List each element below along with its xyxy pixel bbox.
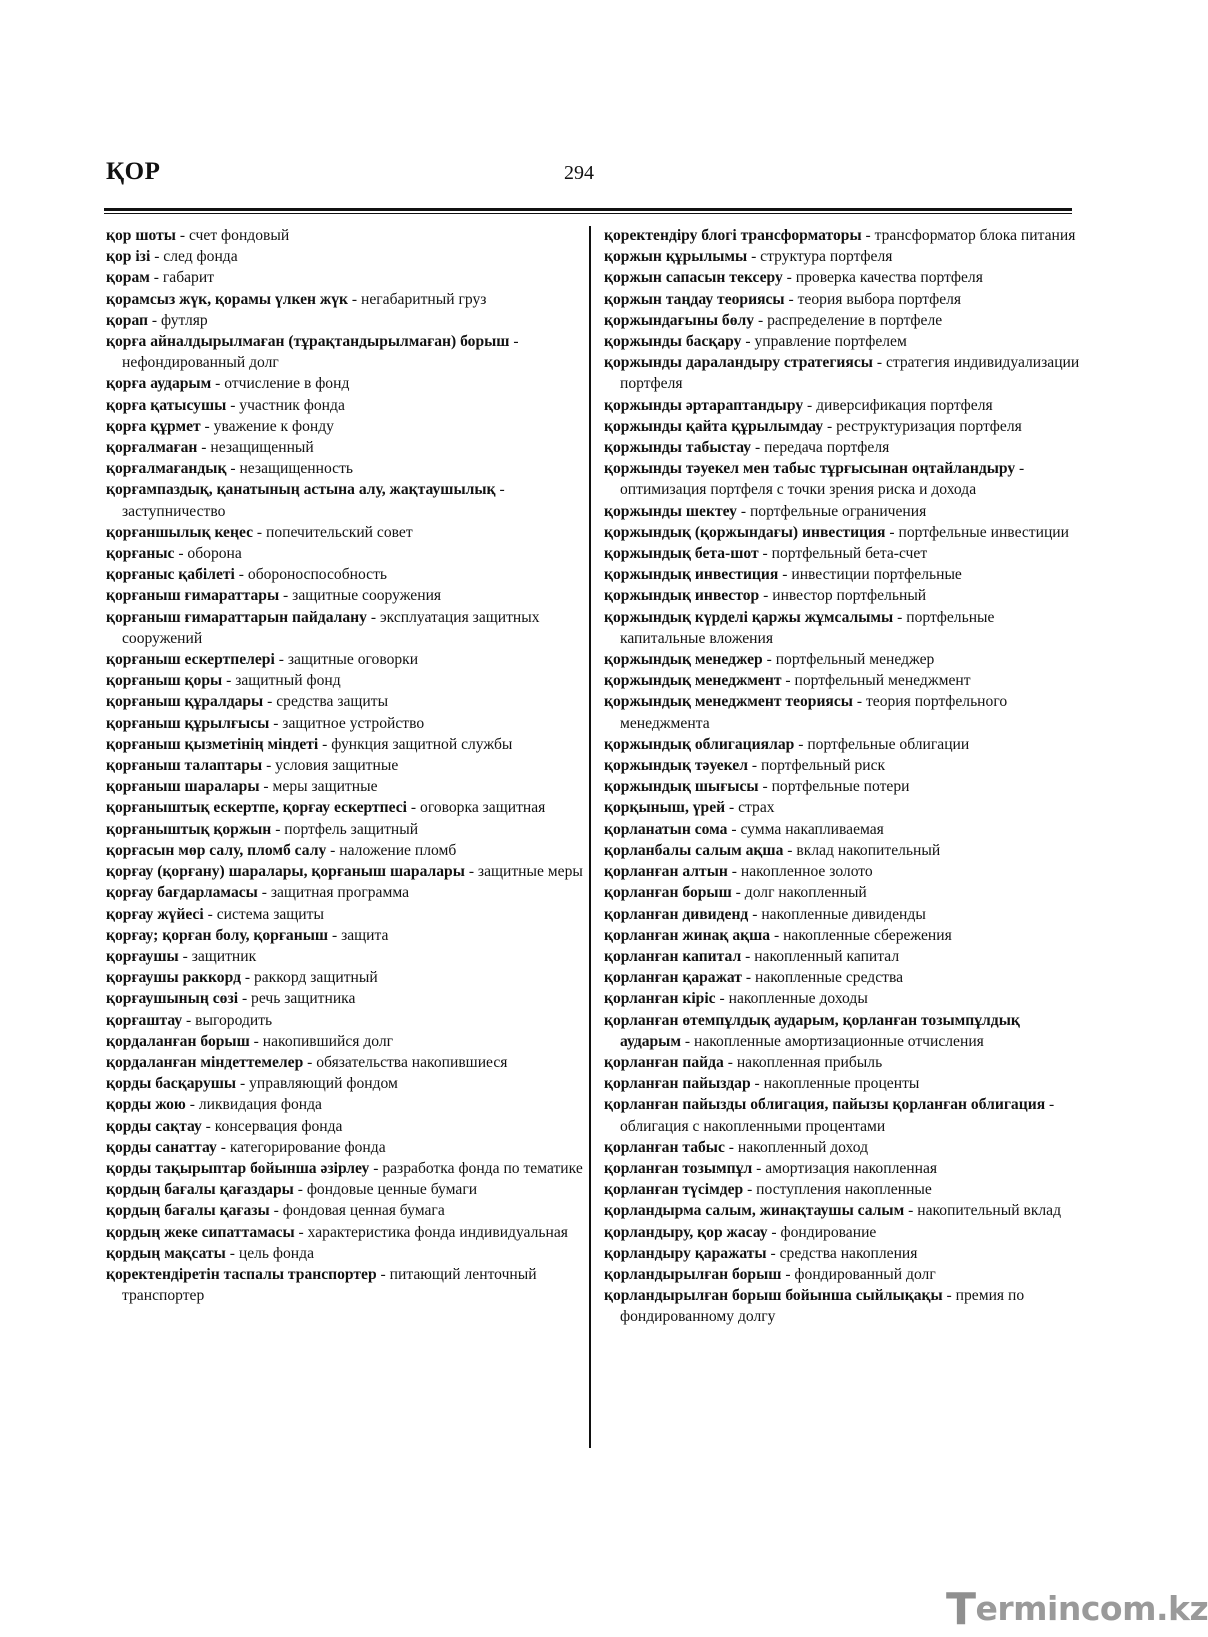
- dictionary-entry: қорғаныштық ескертпе, қорғау ескертпесі - оговорка защитная: [106, 799, 546, 817]
- entry-translation: портфельные потери: [771, 778, 910, 796]
- dictionary-entry: қордаланған міндеттемелер - обязательства накопившиеся: [106, 1053, 508, 1071]
- entry-term: қорланған пайыздар: [604, 1075, 751, 1093]
- entry-term: қорғаныс қабілеті: [106, 566, 235, 584]
- entry-translation: негабаритный груз: [361, 290, 487, 308]
- dictionary-entry: қорландыру қаражаты - средства накопления: [604, 1244, 918, 1262]
- entry-term: қоржындық облигациялар: [604, 735, 795, 753]
- dictionary-entry: қоржындық тәуекел - портфельный риск: [604, 757, 886, 775]
- entry-translation: эксплуатация защитных сооружений: [122, 608, 540, 647]
- dictionary-entry: қоржындық инвестиция - инвестиции портфельные: [604, 566, 962, 584]
- dictionary-entry: қорғампаздық, қанатының астына алу, жақтаушылық - заступничество: [106, 481, 505, 520]
- entry-translation: портфельный бета-счет: [771, 545, 928, 563]
- entry-translation: портфельные инвестиции: [898, 523, 1069, 541]
- dictionary-entry: қоржынды қайта құрылымдау - реструктуризация портфеля: [604, 417, 1022, 435]
- entry-translation: стратегия индивидуализации портфеля: [620, 354, 1080, 393]
- entry-translation: попечительский совет: [266, 523, 413, 541]
- entry-term: қорландыру, қор жасау: [604, 1223, 768, 1241]
- dictionary-entry: қорғаштау - выгородить: [106, 1011, 273, 1029]
- dictionary-entry: қорландырма салым, жинақтаушы салым - накопительный вклад: [604, 1202, 1062, 1220]
- entry-translation: средства накопления: [779, 1244, 918, 1262]
- dictionary-entry: қорландыру, қор жасау - фондирование: [604, 1223, 877, 1241]
- entry-term: қорланған пайызды облигация, пайызы қорланған облигация: [604, 1096, 1046, 1114]
- entry-translation: теория выбора портфеля: [797, 290, 962, 308]
- entry-translation: портфельные облигации: [807, 735, 970, 753]
- dictionary-entry: қорам - габарит: [106, 269, 215, 287]
- entry-translation: инвестор портфельный: [772, 587, 927, 605]
- entry-translation: инвестиции портфельные: [791, 566, 962, 584]
- entry-term: қорланған жинақ ақша: [604, 926, 771, 944]
- entry-term: қорғаныш ескертпелері: [106, 651, 275, 669]
- entry-translation: портфельный риск: [760, 757, 886, 775]
- entry-term: қоржындық (қоржындағы) инвестиция: [604, 523, 886, 541]
- entry-translation: раккорд защитный: [253, 969, 378, 987]
- entry-translation: накопленные амортизационные отчисления: [693, 1032, 984, 1050]
- entry-translation: портфельные капитальные вложения: [620, 608, 995, 647]
- entry-translation: портфель защитный: [284, 820, 419, 838]
- logo-rest: ermincom.kz: [975, 1589, 1208, 1628]
- entry-translation: накопительный вклад: [917, 1202, 1062, 1220]
- entry-translation: наложение пломб: [339, 841, 457, 859]
- entry-term: қорғаныш қоры: [106, 672, 223, 690]
- entry-translation: защитные сооружения: [292, 587, 442, 605]
- dictionary-entry: қоржынды әртараптандыру - диверсификация портфеля: [604, 396, 993, 414]
- dictionary-entry: қорланған пайда - накопленная прибыль: [604, 1053, 883, 1071]
- entry-translation: ликвидация фонда: [198, 1096, 322, 1114]
- entry-translation: оговорка защитная: [420, 799, 546, 817]
- dictionary-entry: қоректендіретін таспалы транспортер - питающий ленточный транспортер: [106, 1265, 537, 1305]
- dictionary-entry: қорландырылған борыш бойынша сыйлықақы - премия по фондированному долгу: [604, 1287, 1025, 1326]
- dictionary-entry: қоржындағыны бөлу - распределение в портфеле: [604, 311, 943, 329]
- entry-term: қорғаштау: [106, 1011, 183, 1029]
- entry-term: қоржындық инвестор: [604, 587, 760, 605]
- entry-term: қорланған кіріс: [604, 990, 716, 1008]
- entry-term: қорланған капитал: [604, 947, 742, 965]
- dictionary-entry: қордың мақсаты - цель фонда: [106, 1244, 315, 1262]
- entry-term: қорға айналдырылмаған (тұрақтандырылмаған) борыш: [106, 333, 510, 351]
- entry-translation: консервация фонда: [214, 1117, 343, 1135]
- entry-term: қоржынды дараландыру стратегиясы: [604, 354, 873, 372]
- entry-term: қордаланған міндеттемелер: [106, 1053, 304, 1071]
- entry-term: қорғаныш талаптары: [106, 757, 263, 775]
- entry-term: қоржындық менеджмент: [604, 672, 782, 690]
- entry-translation: вклад накопительный: [796, 841, 941, 859]
- entry-term: қорғау (қорғану) шаралары, қорғаныш шаралары: [106, 863, 465, 881]
- dictionary-entry: қорғаушы - защитник: [106, 947, 257, 965]
- dictionary-entry: қорғасын мөр салу, пломб салу - наложение пломб: [106, 841, 457, 859]
- entry-translation: разработка фонда по тематике: [382, 1159, 583, 1177]
- entry-translation: сумма накапливаемая: [740, 820, 884, 838]
- entry-translation: защита: [341, 926, 389, 944]
- dictionary-entry: қорланған дивиденд - накопленные дивиденды: [604, 905, 926, 923]
- dictionary-entry: қорланған пайызды облигация, пайызы қорланған облигация - облигация с накопленными процентами: [604, 1096, 1055, 1135]
- dictionary-entry: қоржындық инвестор - инвестор портфельный: [604, 587, 927, 605]
- entry-term: қордың жеке сипаттамасы: [106, 1223, 295, 1241]
- entry-translation: долг накопленный: [744, 884, 867, 902]
- page-number: 294: [564, 162, 594, 184]
- entry-translation: амортизация накопленная: [765, 1159, 938, 1177]
- dictionary-entry: қорғалмағандық - незащищенность: [106, 460, 353, 478]
- entry-term: қорланған борыш: [604, 884, 732, 902]
- entry-translation: защитные оговорки: [287, 651, 419, 669]
- dictionary-entry: қорғау жүйесі - система защиты: [106, 905, 324, 923]
- dictionary-entry: қоржындық менеджмент - портфельный менеджмент: [604, 672, 971, 690]
- dictionary-entry: қорқыныш, үрей - страх: [604, 799, 775, 817]
- entry-translation: защитник: [191, 947, 257, 965]
- entry-term: қоржындық тәуекел: [604, 757, 748, 775]
- column-divider: [589, 226, 591, 1448]
- dictionary-entry: қорланған пайыздар - накопленные проценты: [604, 1075, 920, 1093]
- dictionary-entry: қоржынды шектеу - портфельные ограничения: [604, 502, 927, 520]
- dictionary-entry: қоржындық менеджмент теориясы - теория портфельного менеджмента: [604, 693, 1008, 732]
- entry-term: қорғаныш шаралары: [106, 778, 260, 796]
- entry-translation: управление портфелем: [754, 333, 907, 351]
- entry-translation: накопленный капитал: [754, 947, 900, 965]
- entry-term: қор шоты: [106, 227, 176, 244]
- entry-term: қорғаныш ғимараттары: [106, 587, 280, 605]
- termincom-logo: [946, 1580, 1208, 1635]
- entry-translation: накопленные средства: [754, 969, 904, 987]
- entry-term: қорғаншылық кеңес: [106, 523, 253, 541]
- dictionary-entry: қорғау; қорған болу, қорғаныш - защита: [106, 926, 389, 944]
- dictionary-entry: қоржын құрылымы - структура портфеля: [604, 248, 893, 266]
- dictionary-entry: қорғау (қорғану) шаралары, қорғаныш шаралары - защитные меры: [106, 863, 583, 881]
- logo-initial: T: [946, 1584, 976, 1635]
- entry-term: қоржындық менеджмент теориясы: [604, 693, 853, 711]
- entry-translation: структура портфеля: [760, 248, 893, 266]
- dictionary-entry: қорғаныш құралдары - средства защиты: [106, 693, 389, 711]
- dictionary-entry: қорланған қаражат - накопленные средства: [604, 969, 904, 987]
- entry-translation: накопленные доходы: [728, 990, 868, 1008]
- dictionary-entry: қоржындық бета-шот - портфельный бета-счет: [604, 545, 928, 563]
- dictionary-entry: қорды тақырыптар бойынша әзірлеу - разработка фонда по тематике: [106, 1159, 583, 1177]
- entry-translation: накопленная прибыль: [736, 1053, 883, 1071]
- entry-term: қордаланған борыш: [106, 1032, 250, 1050]
- entry-translation: страх: [738, 799, 775, 817]
- entry-term: қорланған қаражат: [604, 969, 742, 987]
- dictionary-entry: қорғаныш ескертпелері - защитные оговорки: [106, 651, 419, 669]
- entry-translation: реструктуризация портфеля: [836, 417, 1022, 435]
- entry-translation: накопленные проценты: [763, 1075, 920, 1093]
- entry-term: қоржынды басқару: [604, 333, 742, 351]
- right-column: [604, 225, 1082, 1328]
- entry-term: қорғаныс: [106, 545, 175, 563]
- dictionary-entry: қорғаныс қабілеті - обороноспособность: [106, 566, 388, 584]
- entry-term: қорды тақырыптар бойынша әзірлеу: [106, 1159, 370, 1177]
- entry-term: қорландырылған борыш бойынша сыйлықақы: [604, 1287, 943, 1305]
- dictionary-entry: қоржындық облигациялар - портфельные облигации: [604, 735, 970, 753]
- dictionary-entry: қорланған тозымпұл - амортизация накопленная: [604, 1159, 938, 1177]
- entry-term: қорды басқарушы: [106, 1075, 237, 1093]
- entry-term: қорланған өтемпұлдық аударым, қорланған тозымпұлдық аударым: [604, 1011, 1020, 1050]
- entry-translation: участник фонда: [239, 396, 345, 414]
- entry-term: қорғау бағдарламасы: [106, 884, 258, 902]
- entry-term: қорланатын сома: [604, 820, 728, 838]
- entry-term: қорды жою: [106, 1096, 186, 1114]
- entry-translation: защитное устройство: [282, 714, 425, 732]
- dictionary-entry: қорланған алтын - накопленное золото: [604, 863, 873, 881]
- dictionary-entry: қорға айналдырылмаған (тұрақтандырылмаған) борыш - нефондированный долг: [106, 333, 519, 372]
- dictionary-entry: қорғаныштық қоржын - портфель защитный: [106, 820, 419, 838]
- entry-translation: накопленные дивиденды: [761, 905, 926, 923]
- entry-translation: незащищенный: [210, 439, 314, 457]
- entry-translation: накопленный доход: [737, 1138, 869, 1156]
- dictionary-entry: қордаланған борыш - накопившийся долг: [106, 1032, 394, 1050]
- entry-translation: меры защитные: [272, 778, 378, 796]
- entry-term: қорландырылған борыш: [604, 1265, 782, 1283]
- entry-term: қорап: [106, 311, 149, 329]
- entry-term: қорғаныштық қоржын: [106, 820, 272, 838]
- entry-translation: защитный фонд: [235, 672, 341, 690]
- entry-term: қорланған алтын: [604, 863, 728, 881]
- entry-term: қорамсыз жүк, қорамы үлкен жүк: [106, 290, 348, 308]
- entry-term: қорғаныштық ескертпе, қорғау ескертпесі: [106, 799, 408, 817]
- header-rule: [104, 208, 1072, 211]
- dictionary-entry: қорды сақтау - консервация фонда: [106, 1117, 343, 1135]
- entry-term: қоржынды шектеу: [604, 502, 737, 520]
- dictionary-entry: қоржындық шығысы - портфельные потери: [604, 778, 910, 796]
- entry-term: қорғау жүйесі: [106, 905, 204, 923]
- dictionary-entry: қоржындық менеджер - портфельный менеджер: [604, 651, 935, 669]
- entry-term: қордың мақсаты: [106, 1244, 226, 1262]
- entry-translation: выгородить: [195, 1011, 273, 1029]
- dictionary-entry: қордың жеке сипаттамасы - характеристика фонда индивидуальная: [106, 1223, 568, 1241]
- entry-term: қорландырма салым, жинақтаушы салым: [604, 1202, 905, 1220]
- entry-translation: фондовая ценная бумага: [282, 1202, 445, 1220]
- dictionary-entry: қоржын сапасын тексеру - проверка качества портфеля: [604, 269, 983, 287]
- entry-translation: теория портфельного менеджмента: [620, 693, 1008, 732]
- entry-term: қорландыру қаражаты: [604, 1244, 767, 1262]
- entry-translation: категорирование фонда: [229, 1138, 386, 1156]
- dictionary-entry: қоржындық (қоржындағы) инвестиция - портфельные инвестиции: [604, 523, 1069, 541]
- entry-translation: след фонда: [163, 248, 238, 266]
- entry-translation: средства защиты: [276, 693, 389, 711]
- entry-term: қоржын сапасын тексеру: [604, 269, 783, 287]
- entry-term: қорғаушы: [106, 947, 179, 965]
- dictionary-entry: қорланған кіріс - накопленные доходы: [604, 990, 868, 1008]
- dictionary-entry: қоржынды дараландыру стратегиясы - стратегия индивидуализации портфеля: [604, 354, 1080, 393]
- entry-translation: речь защитника: [251, 990, 356, 1008]
- entry-term: қоржындық бета-шот: [604, 545, 759, 563]
- dictionary-entry: қорды санаттау - категорирование фонда: [106, 1138, 386, 1156]
- entry-term: қорғалмаған: [106, 439, 198, 457]
- entry-term: қоржын құрылымы: [604, 248, 748, 266]
- dictionary-entry: қорғаншылық кеңес - попечительский совет: [106, 523, 413, 541]
- entry-translation: заступничество: [122, 502, 226, 520]
- entry-translation: футляр: [161, 311, 208, 329]
- entry-translation: цель фонда: [238, 1244, 315, 1262]
- entry-term: қорғаныш құралдары: [106, 693, 264, 711]
- dictionary-entry: қоректендіру блогі трансформаторы - трансформатор блока питания: [604, 227, 1076, 244]
- entry-term: қорғаныш қызметінің міндеті: [106, 735, 319, 753]
- entry-translation: накопленные сбережения: [783, 926, 952, 944]
- entry-term: қорғаушы раккорд: [106, 969, 241, 987]
- dictionary-entry: қоржын таңдау теориясы - теория выбора портфеля: [604, 290, 962, 308]
- entry-term: қорланған дивиденд: [604, 905, 749, 923]
- dictionary-entry: қорғаушының сөзі - речь защитника: [106, 990, 356, 1008]
- entry-term: қоректендіру блогі трансформаторы: [604, 227, 862, 244]
- entry-translation: защитные меры: [477, 863, 583, 881]
- entry-term: қорғасын мөр салу, пломб салу: [106, 841, 327, 859]
- dictionary-entry: қорғаныш қызметінің міндеті - функция защитной службы: [106, 735, 513, 753]
- dictionary-entry: қорғаушы раккорд - раккорд защитный: [106, 969, 378, 987]
- entry-term: қорға қатысушы: [106, 396, 227, 414]
- entry-term: қоржындық шығысы: [604, 778, 759, 796]
- entry-translation: обязательства накопившиеся: [316, 1053, 508, 1071]
- entry-translation: накопившийся долг: [262, 1032, 394, 1050]
- dictionary-entry: қорамсыз жүк, қорамы үлкен жүк - негабаритный груз: [106, 290, 487, 308]
- entry-term: қорғаныш құрылғысы: [106, 714, 270, 732]
- entry-term: қорқыныш, үрей: [604, 799, 726, 817]
- entry-translation: оптимизация портфеля с точки зрения риска и дохода: [620, 481, 977, 499]
- entry-term: қоржынды қайта құрылымдау: [604, 417, 824, 435]
- entry-term: қордың бағалы қағаздары: [106, 1181, 294, 1199]
- entry-term: қоржынды табыстау: [604, 439, 752, 457]
- dictionary-entry: қордың бағалы қағазы - фондовая ценная бумага: [106, 1202, 445, 1220]
- entry-term: қорғаныш ғимараттарын пайдалану: [106, 608, 367, 626]
- dictionary-entry: қорғалмаған - незащищенный: [106, 439, 314, 457]
- dictionary-entry: қорғаныш ғимараттарын пайдалану - эксплуатация защитных сооружений: [106, 608, 540, 647]
- entry-term: қорланған тозымпұл: [604, 1159, 753, 1177]
- entry-translation: питающий ленточный транспортер: [122, 1265, 537, 1305]
- entry-term: қоржынды әртараптандыру: [604, 396, 804, 414]
- entry-translation: система защиты: [216, 905, 324, 923]
- entry-term: қорғалмағандық: [106, 460, 227, 478]
- entry-translation: обороноспособность: [247, 566, 388, 584]
- dictionary-entry: қор ізі - след фонда: [106, 248, 238, 266]
- entry-term: қорланған табыс: [604, 1138, 725, 1156]
- entry-translation: портфельный менеджер: [775, 651, 935, 669]
- dictionary-entry: қорды басқарушы - управляющий фондом: [106, 1075, 398, 1093]
- dictionary-entry: қорғаныш ғимараттары - защитные сооружения: [106, 587, 442, 605]
- entry-term: қорғаушының сөзі: [106, 990, 239, 1008]
- dictionary-entry: қорғау бағдарламасы - защитная программа: [106, 884, 410, 902]
- entry-translation: распределение в портфеле: [767, 311, 943, 329]
- entry-translation: отчисление в фонд: [224, 375, 350, 393]
- entry-translation: уважение к фонду: [213, 417, 334, 435]
- entry-term: қоржындағыны бөлу: [604, 311, 755, 329]
- dictionary-entry: қоржынды табыстау - передача портфеля: [604, 439, 890, 457]
- entry-translation: габарит: [162, 269, 215, 287]
- entry-translation: проверка качества портфеля: [795, 269, 983, 287]
- dictionary-entry: қорланған түсімдер - поступления накопленные: [604, 1181, 932, 1199]
- entry-term: қордың бағалы қағазы: [106, 1202, 270, 1220]
- entry-translation: трансформатор блока питания: [874, 227, 1076, 244]
- entry-translation: управляющий фондом: [249, 1075, 398, 1093]
- dictionary-entry: қоржындық күрделі қаржы жұмсалымы - портфельные капитальные вложения: [604, 608, 995, 647]
- entry-term: қорам: [106, 269, 150, 287]
- dictionary-entry: қорланбалы салым ақша - вклад накопительный: [604, 841, 941, 859]
- header-rule-thin: [104, 213, 1072, 214]
- entry-translation: передача портфеля: [764, 439, 890, 457]
- dictionary-entry: қорға аударым - отчисление в фонд: [106, 375, 350, 393]
- entry-translation: нефондированный долг: [122, 354, 279, 372]
- entry-translation: портфельные ограничения: [749, 502, 927, 520]
- dictionary-entry: қорға қатысушы - участник фонда: [106, 396, 345, 414]
- entry-term: қоржындық күрделі қаржы жұмсалымы: [604, 608, 894, 626]
- dictionary-entry: қоржынды басқару - управление портфелем: [604, 333, 907, 351]
- entry-term: қорды сақтау: [106, 1117, 202, 1135]
- dictionary-entry: қорғаныш қоры - защитный фонд: [106, 672, 341, 690]
- entry-term: қоржынды тәуекел мен табыс тұрғысынан оңтайландыру: [604, 460, 1016, 478]
- entry-translation: фондированный долг: [794, 1265, 936, 1283]
- header-word: ҚОР: [106, 158, 161, 185]
- entry-translation: накопленное золото: [740, 863, 873, 881]
- dictionary-entry: қордың бағалы қағаздары - фондовые ценные бумаги: [106, 1181, 478, 1199]
- dictionary-entry: қорғаныс - оборона: [106, 545, 242, 563]
- entry-translation: портфельный менеджмент: [794, 672, 971, 690]
- entry-term: қорланбалы салым ақша: [604, 841, 784, 859]
- dictionary-entry: қорға құрмет - уважение к фонду: [106, 417, 334, 435]
- entry-translation: облигация с накопленными процентами: [620, 1117, 886, 1135]
- left-column: [106, 225, 584, 1306]
- entry-term: қоржын таңдау теориясы: [604, 290, 785, 308]
- dictionary-entry: қорланатын сома - сумма накапливаемая: [604, 820, 884, 838]
- entry-term: қоректендіретін таспалы транспортер: [106, 1265, 377, 1283]
- entry-translation: фондовые ценные бумаги: [306, 1181, 478, 1199]
- dictionary-entry: қорланған табыс - накопленный доход: [604, 1138, 869, 1156]
- dictionary-entry: қор шоты - счет фондовый: [106, 227, 290, 244]
- entry-term: қор ізі: [106, 248, 151, 266]
- dictionary-entry: қорланған жинақ ақша - накопленные сбережения: [604, 926, 952, 944]
- entry-translation: незащищенность: [239, 460, 353, 478]
- entry-translation: диверсификация портфеля: [816, 396, 993, 414]
- dictionary-entry: қорғаныш шаралары - меры защитные: [106, 778, 378, 796]
- entry-term: қорға аударым: [106, 375, 212, 393]
- dictionary-entry: қорланған капитал - накопленный капитал: [604, 947, 900, 965]
- entry-term: қоржындық инвестиция: [604, 566, 779, 584]
- dictionary-entry: қорланған борыш - долг накопленный: [604, 884, 867, 902]
- entry-term: қорланған түсімдер: [604, 1181, 744, 1199]
- entry-translation: оборона: [187, 545, 242, 563]
- entry-translation: премия по фондированному долгу: [620, 1287, 1025, 1326]
- entry-term: қорғау; қорған болу, қорғаныш: [106, 926, 329, 944]
- entry-translation: фондирование: [780, 1223, 877, 1241]
- dictionary-entry: қорландырылған борыш - фондированный долг: [604, 1265, 936, 1283]
- dictionary-entry: қорланған өтемпұлдық аударым, қорланған тозымпұлдық аударым - накопленные амортизационные отчисления: [604, 1011, 1020, 1050]
- entry-translation: счет фондовый: [188, 227, 290, 244]
- entry-term: қорға құрмет: [106, 417, 201, 435]
- entry-translation: поступления накопленные: [756, 1181, 932, 1199]
- dictionary-entry: қорғаныш құрылғысы - защитное устройство: [106, 714, 425, 732]
- dictionary-entry: қорап - футляр: [106, 311, 208, 329]
- entry-term: қорды санаттау: [106, 1138, 217, 1156]
- dictionary-entry: қоржынды тәуекел мен табыс тұрғысынан оңтайландыру - оптимизация портфеля с точки зрения риска и дохода: [604, 460, 1025, 499]
- dictionary-entry: қорды жою - ликвидация фонда: [106, 1096, 322, 1114]
- entry-term: қоржындық менеджер: [604, 651, 763, 669]
- entry-term: қорғампаздық, қанатының астына алу, жақтаушылық: [106, 481, 496, 499]
- entry-translation: функция защитной службы: [331, 735, 513, 753]
- entry-translation: условия защитные: [275, 757, 399, 775]
- entry-translation: характеристика фонда индивидуальная: [307, 1223, 568, 1241]
- entry-term: қорланған пайда: [604, 1053, 724, 1071]
- dictionary-entry: қорғаныш талаптары - условия защитные: [106, 757, 399, 775]
- entry-translation: защитная программа: [270, 884, 410, 902]
